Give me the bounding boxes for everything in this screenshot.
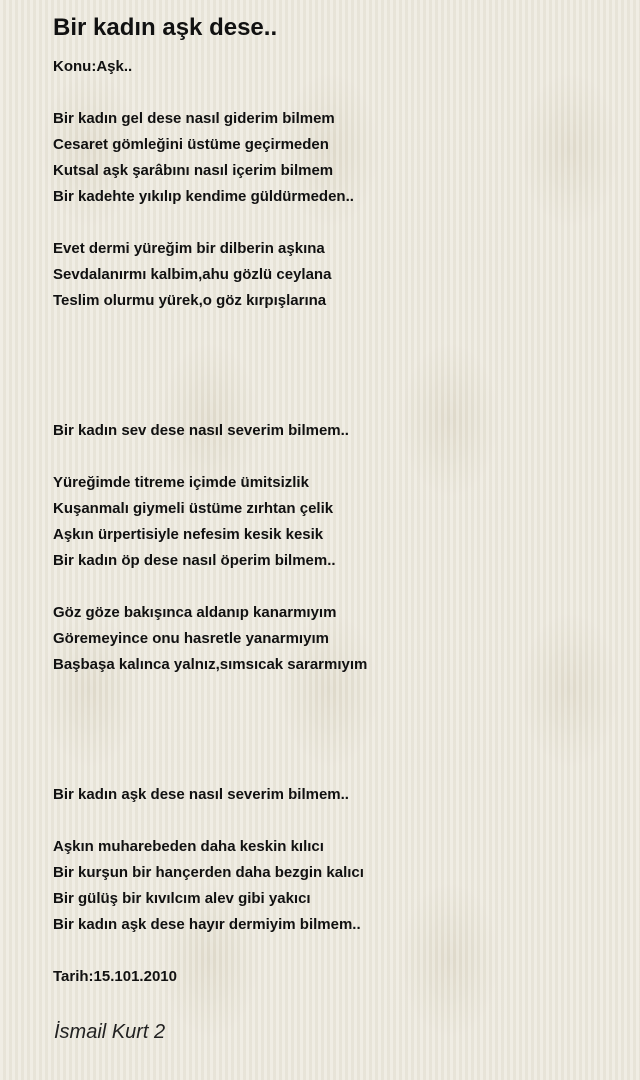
poem-line: Bir kadın öp dese nasıl öperim bilmem.. <box>53 552 336 569</box>
poem-line: Bir kadehte yıkılıp kendime güldürmeden.. <box>53 188 354 205</box>
poem-author: İsmail Kurt 2 <box>54 1021 166 1043</box>
poem-line: Başbaşa kalınca yalnız,sımsıcak sararmıyım <box>53 656 368 673</box>
poem-line: Bir gülüş bir kıvılcım alev gibi yakıcı <box>53 890 311 907</box>
poem-date: Tarih:15.101.2010 <box>53 968 177 985</box>
poem-line: Aşkın muharebeden daha keskin kılıcı <box>53 838 324 855</box>
poem-title: Bir kadın aşk dese.. <box>53 14 278 41</box>
poem-body <box>53 54 613 990</box>
poem-line: Sevdalanırmı kalbim,ahu gözlü ceylana <box>53 266 332 283</box>
blank-line <box>53 392 613 418</box>
poem-line: Bir kadın aşk dese nasıl severim bilmem.. <box>53 786 349 803</box>
blank-line <box>53 730 613 756</box>
blank-line <box>53 704 613 730</box>
blank-line <box>53 340 613 366</box>
poem-line: Kutsal aşk şarâbını nasıl içerim bilmem <box>53 162 334 179</box>
poem-line: Evet dermi yüreğim bir dilberin aşkına <box>53 240 325 257</box>
blank-line <box>53 574 613 600</box>
poem-subject: Konu:Aşk.. <box>53 58 133 75</box>
blank-line <box>53 678 613 704</box>
poem-line: Bir kadın gel dese nasıl giderim bilmem <box>53 110 335 127</box>
poem-line: Aşkın ürpertisiyle nefesim kesik kesik <box>53 526 324 543</box>
blank-line <box>53 366 613 392</box>
blank-line <box>53 808 613 834</box>
poem-line: Göz göze bakışınca aldanıp kanarmıyım <box>53 604 337 621</box>
poem-line: Yüreğimde titreme içimde ümitsizlik <box>53 474 309 491</box>
blank-line <box>53 756 613 782</box>
blank-line <box>53 444 613 470</box>
blank-line <box>53 938 613 964</box>
poem-line: Bir kadın sev dese nasıl severim bilmem.. <box>53 422 349 439</box>
poem-line: Bir kurşun bir hançerden daha bezgin kalıcı <box>53 864 364 881</box>
blank-line <box>53 314 613 340</box>
poem-line: Cesaret gömleğini üstüme geçirmeden <box>53 136 329 153</box>
poem-line: Bir kadın aşk dese hayır dermiyim bilmem.. <box>53 916 361 933</box>
poem-line: Göremeyince onu hasretle yanarmıyım <box>53 630 329 647</box>
poem-line: Kuşanmalı giymeli üstüme zırhtan çelik <box>53 500 334 517</box>
poem-line: Teslim olurmu yürek,o göz kırpışlarına <box>53 292 327 309</box>
blank-line <box>53 210 613 236</box>
blank-line <box>53 80 613 106</box>
